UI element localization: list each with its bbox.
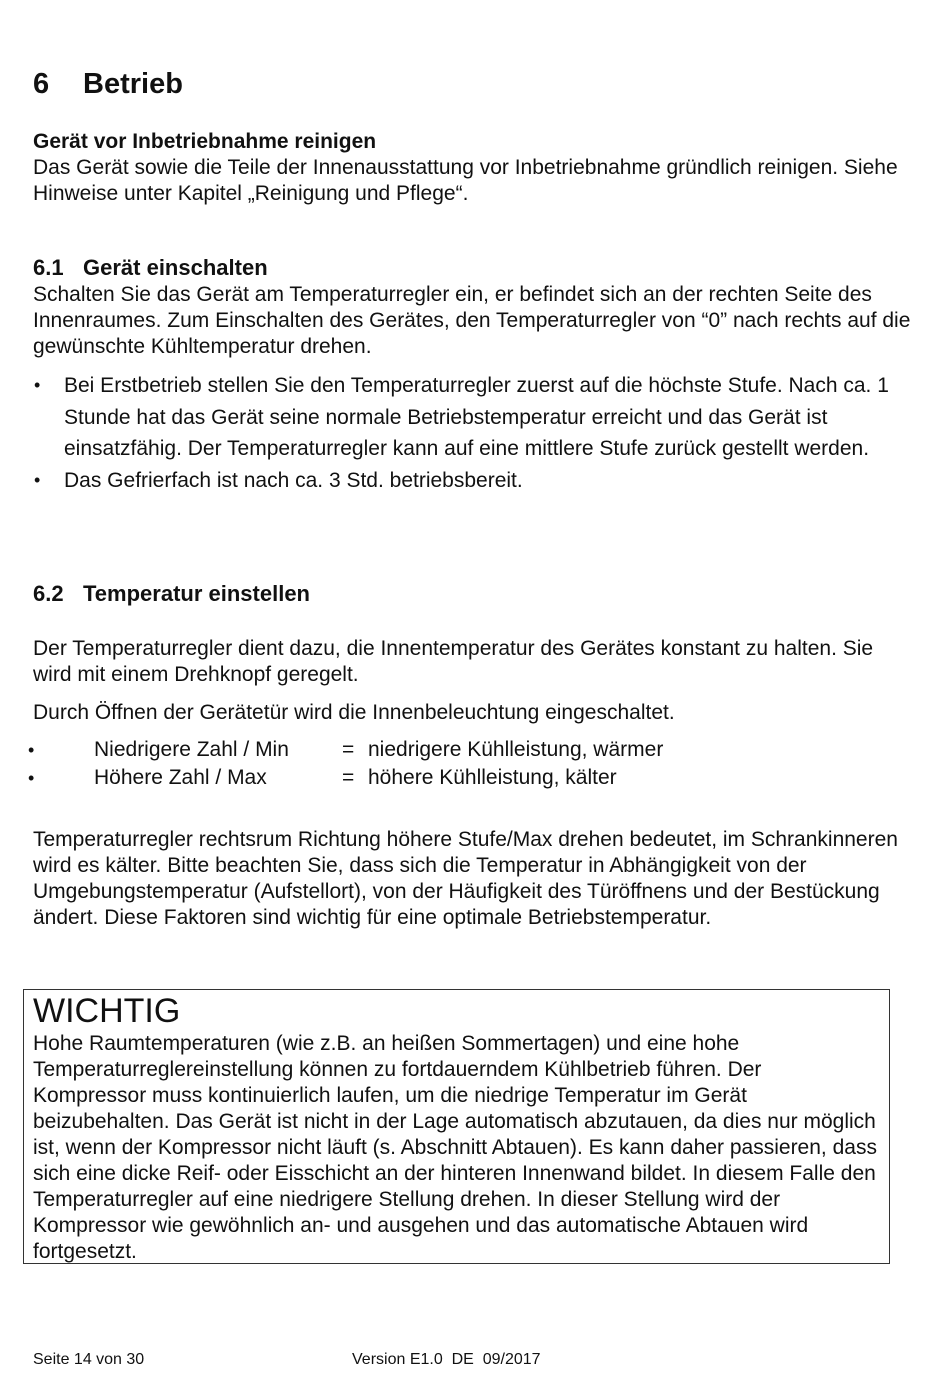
section-title: Betrieb [83,68,183,100]
notice-title: WICHTIG [33,992,181,1030]
temperature-detail-text: Temperaturregler rechtsrum Richtung höhere Stufe/Max drehen bedeutet, im Schrankinneren wird es kälter. Bitte beachten Sie, dass sich die Temperatur in Abhängigkeit von der Umgebungstemperatur (Aufstellort), von der Häufigkeit des Türöffnens und der Bestückung ändert. Diese Faktoren sind wichtig für eine optimale Betriebstemperatur. [33,828,898,929]
document-version: Version E1.0 DE 09/2017 [352,1351,541,1368]
setting-label: Niedrigere Zahl / Min [94,738,289,761]
page-number: Seite 14 von 30 [33,1351,145,1368]
list-item-text: Das Gefrierfach ist nach ca. 3 Std. betriebsbereit. [64,468,523,492]
subsection-title: Temperatur einstellen [83,581,310,606]
temperature-settings-list [28,736,908,792]
notice-text: Hohe Raumtemperaturen (wie z.B. an heißen Sommertagen) und eine hohe Temperaturreglereinstellung können zu fortdauerndem Kühlbetrieb führen. Der Kompressor muss kontinuierlich laufen, um die niedrige Temperatur im Gerät beizubehalten. Das Gerät ist nicht in der Lage automatisch abzutauen, da dies nur möglich ist, wenn der Kompressor nicht läuft (s. Abschnitt Abtauen). Es kann daher passieren, dass sich eine dicke Reif- oder Eisschicht an der hinteren Innenwand bildet. In diesem Falle den Temperaturregler auf eine niedrigere Stellung drehen. In dieser Stellung wird der Kompressor wie gewöhnlich an- und ausgehen und das automatische Abtauen wird fortgesetzt. [33,1032,877,1263]
temperature-intro-text: Der Temperaturregler dient dazu, die Innentemperatur des Gerätes konstant zu halten. Sie wird mit einem Drehknopf geregelt. [33,637,874,686]
subsection-number: 6.2 [33,581,64,606]
list-item-text: Bei Erstbetrieb stellen Sie den Temperaturregler zuerst auf die höchste Stufe. Nach ca. 1 Stunde hat das Gerät seine normale Betriebstemperatur erreicht und das Gerät ist einsatzfähig. Der Temperaturregler kann auf eine mittlere Stufe zurück gestellt werden. [64,374,889,460]
intro-text: Das Gerät sowie die Teile der Innenausstattung vor Inbetriebnahme gründlich reinigen. Siehe Hinweise unter Kapitel „Reinigung und Pflege“. [33,156,898,205]
intro-heading: Gerät vor Inbetriebnahme reinigen [33,130,377,153]
section-number: 6 [33,68,50,100]
bullet-icon: • [28,768,35,788]
important-notice-box [23,989,890,1264]
intro-block [33,129,913,207]
switch-on-bullets [33,370,913,496]
setting-description: niedrigere Kühlleistung, wärmer [368,738,664,761]
list-item [28,736,908,764]
list-item [28,764,908,792]
bullet-icon: • [34,469,41,490]
bullet-icon: • [28,740,35,760]
subsection-title: Gerät einschalten [83,255,268,280]
subsection-number: 6.1 [33,255,64,280]
setting-equals: = [342,766,355,789]
subsection-heading-6-2 [33,580,310,607]
bullet-icon: • [34,375,41,395]
setting-description: höhere Kühlleistung, kälter [368,766,617,789]
subsection-heading-6-1 [33,254,268,281]
setting-label: Höhere Zahl / Max [94,766,267,789]
list-item [33,370,913,465]
switch-on-text: Schalten Sie das Gerät am Temperaturregler ein, er befindet sich an der rechten Seite des Innenraumes. Zum Einschalten des Gerätes, den Temperaturregler von “0” nach rechts auf die gewünschte Kühltemperatur drehen. [33,283,911,358]
setting-equals: = [342,738,355,761]
list-item [33,465,913,497]
light-text: Durch Öffnen der Gerätetür wird die Innenbeleuchtung eingeschaltet. [33,701,675,724]
section-heading [33,66,183,102]
